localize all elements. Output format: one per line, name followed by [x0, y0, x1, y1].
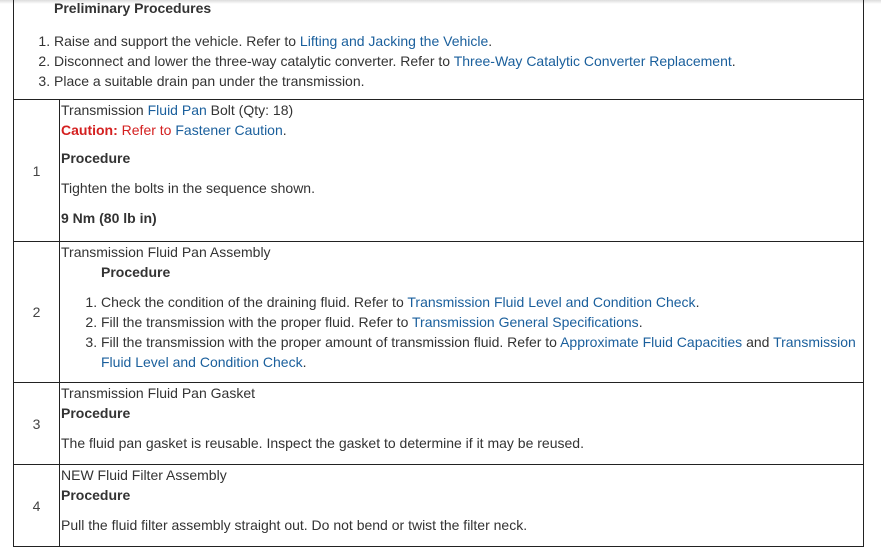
link-lifting-and-jacking[interactable]: Lifting and Jacking the Vehicle	[299, 33, 489, 49]
procedure-item: 3. Fill the transmission with the proper amount of transmission fluid. Refer to Approximate Fluid Capacities and Transmission Fluid Level and Condition Check.	[101, 332, 863, 372]
preliminary-item: 2. Disconnect and lower the three-way catalytic converter. Refer to Three-Way Catalytic Converter Replacement.	[54, 51, 736, 71]
step-content	[60, 465, 864, 547]
table-row	[14, 383, 864, 465]
step-number: 3	[14, 383, 60, 465]
step-number: 1	[14, 100, 60, 242]
procedure-label: Procedure	[61, 405, 131, 421]
step-number: 2	[14, 242, 60, 383]
link-fluid-level-check[interactable]: Transmission Fluid Level and Condition Check	[407, 294, 696, 310]
procedure-item: 2. Fill the transmission with the proper fluid. Refer to Transmission General Specifications.	[101, 312, 863, 332]
link-fastener-caution[interactable]: Fastener Caution	[175, 122, 283, 138]
component-name: Transmission Fluid Pan Bolt (Qty: 18)	[61, 102, 294, 118]
link-fluid-pan[interactable]: Fluid Pan	[147, 102, 207, 118]
procedure-label: Procedure	[61, 150, 131, 166]
component-name: NEW Fluid Filter Assembly	[61, 467, 227, 483]
table-row	[14, 242, 864, 383]
link-general-specifications[interactable]: Transmission General Specifications	[412, 314, 639, 330]
caution-line: Caution: Refer to Fastener Caution.	[61, 122, 287, 138]
procedure-list	[61, 292, 863, 372]
steps-table	[13, 99, 864, 547]
step-content	[60, 242, 864, 383]
instruction-text: Tighten the bolts in the sequence shown.	[61, 180, 315, 196]
link-fluid-level-check[interactable]: Transmission Fluid Level and Condition Check	[101, 334, 856, 370]
instruction-text: The fluid pan gasket is reusable. Inspect the gasket to determine if it may be reused.	[61, 435, 584, 451]
procedure-label: Procedure	[101, 264, 171, 280]
table-row	[14, 465, 864, 547]
link-catalytic-converter-replacement[interactable]: Three-Way Catalytic Converter Replacement	[453, 53, 732, 69]
link-fluid-capacities[interactable]: Approximate Fluid Capacities	[560, 334, 743, 350]
table-row	[14, 100, 864, 242]
torque-spec: 9 Nm (80 lb in)	[61, 210, 157, 226]
procedure-label: Procedure	[61, 487, 131, 503]
preliminary-procedures	[13, 0, 864, 99]
preliminary-item: 1. Raise and support the vehicle. Refer to Lifting and Jacking the Vehicle.	[54, 31, 736, 51]
component-name: Transmission Fluid Pan Assembly	[61, 244, 271, 260]
component-name: Transmission Fluid Pan Gasket	[61, 385, 255, 401]
step-number: 4	[14, 465, 60, 547]
step-content	[60, 383, 864, 465]
instruction-text: Pull the fluid filter assembly straight out. Do not bend or twist the filter neck.	[61, 517, 528, 533]
caution-label: Caution:	[61, 122, 118, 138]
preliminary-item: 3. Place a suitable drain pan under the transmission.	[54, 71, 736, 91]
procedure-item: 1. Check the condition of the draining fluid. Refer to Transmission Fluid Level and Condition Check.	[101, 292, 863, 312]
preliminary-list	[14, 31, 736, 91]
preliminary-title: Preliminary Procedures	[54, 0, 212, 16]
step-content	[60, 100, 864, 242]
